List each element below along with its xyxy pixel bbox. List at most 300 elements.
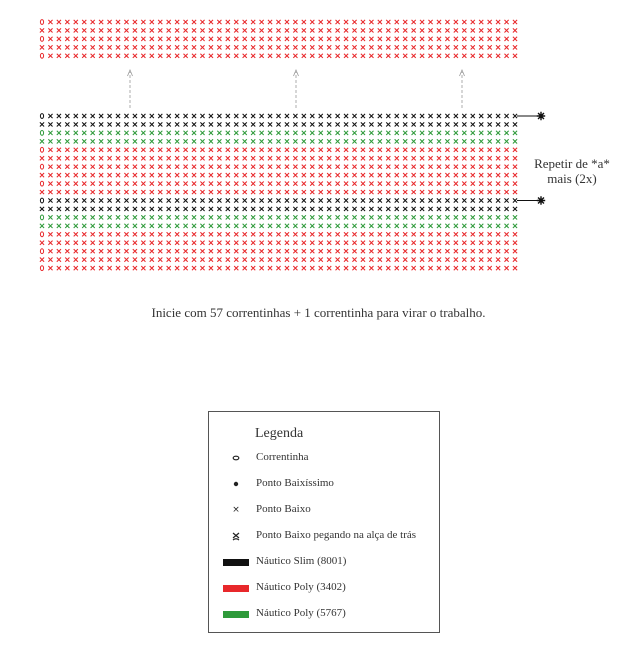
single-crochet-stitch <box>175 207 179 211</box>
single-crochet-stitch <box>234 28 238 32</box>
single-crochet-stitch <box>48 54 52 58</box>
chart-row <box>40 173 517 177</box>
single-crochet-stitch <box>454 45 458 49</box>
single-crochet-stitch <box>462 37 466 41</box>
single-crochet-stitch <box>243 20 247 24</box>
single-crochet-stitch <box>369 232 373 236</box>
single-crochet-stitch <box>420 224 424 228</box>
single-crochet-stitch <box>369 266 373 270</box>
single-crochet-stitch <box>319 165 323 169</box>
single-crochet-stitch <box>251 241 255 245</box>
single-crochet-stitch <box>403 139 407 143</box>
single-crochet-stitch <box>175 165 179 169</box>
single-crochet-stitch <box>183 173 187 177</box>
single-crochet-stitch <box>454 232 458 236</box>
single-crochet-stitch <box>209 198 213 202</box>
single-crochet-stitch <box>428 266 432 270</box>
single-crochet-stitch <box>65 241 69 245</box>
single-crochet-stitch <box>158 190 162 194</box>
single-crochet-stitch <box>107 54 111 58</box>
single-crochet-stitch <box>133 148 137 152</box>
single-crochet-stitch <box>91 182 95 186</box>
single-crochet-stitch <box>99 139 103 143</box>
single-crochet-stitch <box>167 224 171 228</box>
single-crochet-stitch <box>74 122 78 126</box>
single-crochet-stitch <box>479 173 483 177</box>
single-crochet-stitch <box>107 182 111 186</box>
single-crochet-stitch <box>403 198 407 202</box>
single-crochet-stitch <box>310 198 314 202</box>
single-crochet-stitch <box>276 249 280 253</box>
single-crochet-stitch <box>378 20 382 24</box>
single-crochet-stitch <box>124 20 128 24</box>
single-crochet-stitch <box>260 215 264 219</box>
single-crochet-stitch <box>504 266 508 270</box>
single-crochet-stitch <box>496 156 500 160</box>
single-crochet-stitch <box>65 20 69 24</box>
single-crochet-stitch <box>336 139 340 143</box>
single-crochet-stitch <box>226 28 230 32</box>
single-crochet-stitch <box>336 20 340 24</box>
single-crochet-stitch <box>82 173 86 177</box>
single-crochet-stitch <box>276 114 280 118</box>
single-crochet-stitch <box>412 258 416 262</box>
single-crochet-stitch <box>504 139 508 143</box>
single-crochet-stitch <box>226 258 230 262</box>
single-crochet-stitch <box>462 20 466 24</box>
single-crochet-stitch <box>327 215 331 219</box>
single-crochet-stitch <box>395 198 399 202</box>
single-crochet-stitch <box>302 182 306 186</box>
single-crochet-stitch <box>471 224 475 228</box>
single-crochet-stitch <box>462 156 466 160</box>
single-crochet-stitch <box>513 232 517 236</box>
single-crochet-stitch <box>276 37 280 41</box>
single-crochet-stitch <box>65 156 69 160</box>
single-crochet-stitch <box>310 156 314 160</box>
single-crochet-stitch <box>445 241 449 245</box>
single-crochet-stitch <box>226 165 230 169</box>
single-crochet-stitch <box>133 190 137 194</box>
single-crochet-stitch <box>344 173 348 177</box>
single-crochet-stitch <box>175 156 179 160</box>
single-crochet-stitch <box>504 20 508 24</box>
single-crochet-stitch <box>319 198 323 202</box>
single-crochet-stitch <box>234 156 238 160</box>
single-crochet-stitch <box>488 54 492 58</box>
single-crochet-stitch <box>310 207 314 211</box>
single-crochet-stitch <box>234 266 238 270</box>
single-crochet-stitch <box>243 114 247 118</box>
chain-stitch <box>40 53 43 58</box>
single-crochet-stitch <box>234 215 238 219</box>
single-crochet-stitch <box>124 156 128 160</box>
single-crochet-stitch <box>40 258 44 262</box>
single-crochet-stitch <box>454 258 458 262</box>
single-crochet-stitch <box>141 241 145 245</box>
single-crochet-stitch <box>471 156 475 160</box>
single-crochet-stitch <box>445 148 449 152</box>
single-crochet-stitch <box>386 156 390 160</box>
single-crochet-stitch <box>336 28 340 32</box>
single-crochet-stitch <box>428 190 432 194</box>
single-crochet-stitch <box>285 148 289 152</box>
single-crochet-stitch <box>158 37 162 41</box>
single-crochet-stitch <box>352 165 356 169</box>
single-crochet-stitch <box>293 215 297 219</box>
single-crochet-stitch <box>268 165 272 169</box>
single-crochet-stitch <box>243 37 247 41</box>
single-crochet-stitch <box>133 122 137 126</box>
single-crochet-stitch <box>48 165 52 169</box>
single-crochet-stitch <box>395 215 399 219</box>
single-crochet-stitch <box>243 148 247 152</box>
single-crochet-stitch <box>99 114 103 118</box>
single-crochet-stitch <box>336 207 340 211</box>
single-crochet-stitch <box>293 156 297 160</box>
single-crochet-stitch <box>437 173 441 177</box>
single-crochet-stitch <box>65 165 69 169</box>
single-crochet-stitch <box>319 122 323 126</box>
single-crochet-stitch <box>310 148 314 152</box>
single-crochet-stitch <box>310 37 314 41</box>
single-crochet-stitch <box>91 37 95 41</box>
single-crochet-stitch <box>302 156 306 160</box>
single-crochet-stitch <box>403 241 407 245</box>
single-crochet-stitch <box>91 114 95 118</box>
single-crochet-stitch <box>243 28 247 32</box>
single-crochet-stitch <box>260 114 264 118</box>
single-crochet-stitch <box>369 122 373 126</box>
chart-row <box>40 53 517 58</box>
single-crochet-stitch <box>302 224 306 228</box>
single-crochet-stitch <box>479 224 483 228</box>
single-crochet-stitch <box>243 249 247 253</box>
single-crochet-stitch <box>150 37 154 41</box>
single-crochet-stitch <box>217 173 221 177</box>
single-crochet-stitch <box>116 190 120 194</box>
single-crochet-stitch <box>124 249 128 253</box>
single-crochet-stitch <box>285 190 289 194</box>
single-crochet-stitch <box>116 241 120 245</box>
single-crochet-stitch <box>504 131 508 135</box>
single-crochet-stitch <box>319 54 323 58</box>
single-crochet-stitch <box>217 54 221 58</box>
single-crochet-stitch <box>234 131 238 135</box>
single-crochet-stitch <box>192 122 196 126</box>
single-crochet-stitch <box>107 241 111 245</box>
single-crochet-stitch <box>57 258 61 262</box>
single-crochet-stitch <box>200 173 204 177</box>
single-crochet-stitch <box>479 258 483 262</box>
single-crochet-stitch <box>445 54 449 58</box>
single-crochet-stitch <box>361 198 365 202</box>
single-crochet-stitch <box>344 198 348 202</box>
single-crochet-stitch <box>133 131 137 135</box>
single-crochet-stitch <box>344 190 348 194</box>
single-crochet-stitch <box>133 28 137 32</box>
single-crochet-stitch <box>403 148 407 152</box>
single-crochet-stitch <box>336 232 340 236</box>
single-crochet-stitch <box>175 114 179 118</box>
single-crochet-stitch <box>428 173 432 177</box>
single-crochet-stitch <box>336 258 340 262</box>
single-crochet-stitch <box>158 224 162 228</box>
single-crochet-stitch <box>99 122 103 126</box>
single-crochet-stitch <box>386 224 390 228</box>
single-crochet-stitch <box>310 54 314 58</box>
single-crochet-stitch <box>310 20 314 24</box>
single-crochet-stitch <box>361 45 365 49</box>
single-crochet-stitch <box>251 198 255 202</box>
single-crochet-stitch <box>268 114 272 118</box>
single-crochet-stitch <box>454 139 458 143</box>
single-crochet-stitch <box>445 224 449 228</box>
single-crochet-stitch <box>91 20 95 24</box>
single-crochet-stitch <box>217 182 221 186</box>
single-crochet-stitch <box>445 198 449 202</box>
single-crochet-stitch <box>57 207 61 211</box>
single-crochet-stitch <box>200 122 204 126</box>
single-crochet-stitch <box>310 114 314 118</box>
single-crochet-stitch <box>74 266 78 270</box>
single-crochet-stitch <box>513 258 517 262</box>
single-crochet-stitch <box>276 156 280 160</box>
single-crochet-stitch <box>260 207 264 211</box>
single-crochet-stitch <box>513 122 517 126</box>
single-crochet-stitch <box>217 20 221 24</box>
single-crochet-stitch <box>192 241 196 245</box>
single-crochet-stitch <box>395 207 399 211</box>
single-crochet-stitch <box>420 182 424 186</box>
single-crochet-stitch <box>141 131 145 135</box>
single-crochet-stitch <box>437 54 441 58</box>
single-crochet-stitch <box>141 139 145 143</box>
single-crochet-stitch <box>488 139 492 143</box>
single-crochet-stitch <box>369 198 373 202</box>
single-crochet-stitch <box>217 190 221 194</box>
single-crochet-stitch <box>260 45 264 49</box>
single-crochet-stitch <box>403 207 407 211</box>
single-crochet-stitch <box>412 131 416 135</box>
single-crochet-stitch <box>504 198 508 202</box>
single-crochet-stitch <box>158 28 162 32</box>
single-crochet-stitch <box>82 207 86 211</box>
single-crochet-stitch <box>133 45 137 49</box>
single-crochet-stitch <box>268 139 272 143</box>
single-crochet-stitch <box>488 266 492 270</box>
single-crochet-stitch <box>74 20 78 24</box>
single-crochet-stitch <box>251 20 255 24</box>
single-crochet-stitch <box>133 114 137 118</box>
single-crochet-stitch <box>99 232 103 236</box>
single-crochet-stitch <box>200 45 204 49</box>
single-crochet-stitch <box>65 148 69 152</box>
single-crochet-stitch <box>369 249 373 253</box>
single-crochet-stitch <box>319 28 323 32</box>
single-crochet-stitch <box>386 232 390 236</box>
single-crochet-stitch <box>107 37 111 41</box>
single-crochet-stitch <box>268 54 272 58</box>
single-crochet-stitch <box>209 20 213 24</box>
single-crochet-stitch <box>369 114 373 118</box>
single-crochet-stitch <box>395 122 399 126</box>
single-crochet-stitch <box>226 139 230 143</box>
single-crochet-stitch <box>302 190 306 194</box>
single-crochet-stitch <box>167 249 171 253</box>
chain-stitch <box>40 147 43 152</box>
single-crochet-stitch <box>403 122 407 126</box>
single-crochet-stitch <box>74 37 78 41</box>
single-crochet-stitch <box>378 45 382 49</box>
single-crochet-stitch <box>251 45 255 49</box>
single-crochet-stitch <box>40 241 44 245</box>
single-crochet-stitch <box>133 156 137 160</box>
single-crochet-stitch <box>243 182 247 186</box>
legend-row-slip-stitch <box>209 475 439 493</box>
single-crochet-stitch <box>251 156 255 160</box>
single-crochet-stitch <box>513 215 517 219</box>
single-crochet-stitch <box>428 45 432 49</box>
single-crochet-stitch <box>226 156 230 160</box>
single-crochet-stitch <box>209 148 213 152</box>
single-crochet-stitch <box>488 215 492 219</box>
single-crochet-stitch <box>99 215 103 219</box>
single-crochet-stitch <box>395 114 399 118</box>
single-crochet-stitch <box>192 232 196 236</box>
single-crochet-stitch <box>268 215 272 219</box>
single-crochet-stitch <box>344 182 348 186</box>
single-crochet-stitch <box>251 165 255 169</box>
single-crochet-stitch <box>462 258 466 262</box>
single-crochet-stitch <box>200 224 204 228</box>
single-crochet-stitch <box>141 266 145 270</box>
stitch-chart <box>0 0 637 300</box>
single-crochet-stitch <box>243 198 247 202</box>
single-crochet-stitch <box>412 215 416 219</box>
single-crochet-stitch <box>99 207 103 211</box>
single-crochet-stitch <box>124 190 128 194</box>
single-crochet-stitch <box>285 28 289 32</box>
single-crochet-stitch <box>488 45 492 49</box>
single-crochet-stitch <box>65 198 69 202</box>
single-crochet-stitch <box>496 37 500 41</box>
single-crochet-stitch <box>496 232 500 236</box>
single-crochet-stitch <box>65 266 69 270</box>
single-crochet-stitch <box>445 139 449 143</box>
chart-row <box>40 190 517 194</box>
single-crochet-stitch <box>65 258 69 262</box>
single-crochet-stitch <box>276 198 280 202</box>
single-crochet-stitch <box>285 114 289 118</box>
single-crochet-stitch <box>158 165 162 169</box>
single-crochet-stitch <box>251 249 255 253</box>
single-crochet-stitch <box>336 114 340 118</box>
single-crochet-stitch <box>352 114 356 118</box>
single-crochet-stitch <box>226 37 230 41</box>
single-crochet-stitch <box>116 173 120 177</box>
single-crochet-stitch <box>48 114 52 118</box>
single-crochet-stitch <box>243 215 247 219</box>
single-crochet-stitch <box>437 266 441 270</box>
single-crochet-stitch <box>369 215 373 219</box>
chain-stitch <box>40 266 43 271</box>
single-crochet-stitch <box>175 139 179 143</box>
repeat-star-icon <box>537 196 545 204</box>
single-crochet-stitch <box>513 156 517 160</box>
single-crochet-stitch <box>395 258 399 262</box>
single-crochet-stitch <box>504 156 508 160</box>
single-crochet-stitch <box>116 20 120 24</box>
single-crochet-stitch <box>150 215 154 219</box>
single-crochet-stitch <box>352 198 356 202</box>
single-crochet-stitch <box>251 266 255 270</box>
chart-row <box>40 232 517 237</box>
single-crochet-stitch <box>183 139 187 143</box>
dot-symbol-icon <box>223 475 249 493</box>
single-crochet-stitch <box>260 20 264 24</box>
single-crochet-stitch <box>454 156 458 160</box>
single-crochet-stitch <box>167 54 171 58</box>
single-crochet-stitch <box>378 156 382 160</box>
single-crochet-stitch <box>395 148 399 152</box>
single-crochet-stitch <box>209 215 213 219</box>
single-crochet-stitch <box>336 241 340 245</box>
single-crochet-stitch <box>471 165 475 169</box>
single-crochet-stitch <box>65 45 69 49</box>
single-crochet-stitch <box>150 54 154 58</box>
single-crochet-stitch <box>445 215 449 219</box>
single-crochet-stitch <box>488 207 492 211</box>
single-crochet-stitch <box>504 54 508 58</box>
single-crochet-stitch <box>310 215 314 219</box>
single-crochet-stitch <box>175 198 179 202</box>
single-crochet-stitch <box>175 173 179 177</box>
single-crochet-stitch <box>116 114 120 118</box>
single-crochet-stitch <box>319 182 323 186</box>
single-crochet-stitch <box>167 165 171 169</box>
single-crochet-stitch <box>141 224 145 228</box>
single-crochet-stitch <box>48 224 52 228</box>
single-crochet-stitch <box>420 207 424 211</box>
single-crochet-stitch <box>183 156 187 160</box>
single-crochet-stitch <box>395 232 399 236</box>
chart-row <box>40 114 517 119</box>
single-crochet-stitch <box>74 224 78 228</box>
single-crochet-stitch <box>479 215 483 219</box>
single-crochet-stitch <box>336 37 340 41</box>
single-crochet-stitch <box>361 266 365 270</box>
single-crochet-stitch <box>200 20 204 24</box>
single-crochet-stitch <box>124 54 128 58</box>
single-crochet-stitch <box>57 37 61 41</box>
single-crochet-stitch <box>293 114 297 118</box>
single-crochet-stitch <box>352 139 356 143</box>
single-crochet-stitch <box>496 182 500 186</box>
single-crochet-stitch <box>336 224 340 228</box>
single-crochet-stitch <box>496 224 500 228</box>
single-crochet-stitch <box>183 249 187 253</box>
single-crochet-stitch <box>107 156 111 160</box>
single-crochet-stitch <box>319 249 323 253</box>
single-crochet-stitch <box>378 173 382 177</box>
single-crochet-stitch <box>344 207 348 211</box>
single-crochet-stitch <box>234 173 238 177</box>
single-crochet-stitch <box>141 148 145 152</box>
single-crochet-stitch <box>471 241 475 245</box>
single-crochet-stitch <box>57 156 61 160</box>
single-crochet-stitch <box>378 114 382 118</box>
